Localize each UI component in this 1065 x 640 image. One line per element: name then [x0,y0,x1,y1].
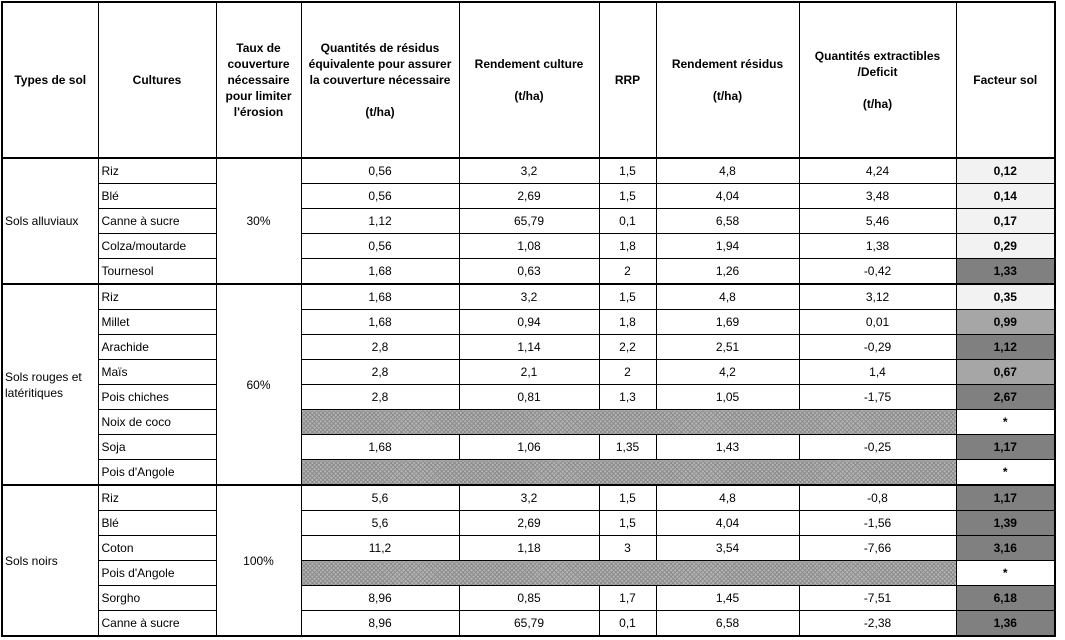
soil-factor-cell: 0,17 [956,209,1055,234]
header-crop-yield-label: Rendement culture [474,57,584,71]
rrp-cell: 3 [599,536,656,561]
extractable-cell: -7,51 [799,586,956,611]
residue-yield-cell: 2,51 [656,335,799,360]
soil-factor-cell: 0,35 [956,284,1055,310]
header-soil-type: Types de sol [2,2,98,158]
crop-yield-cell: 65,79 [459,611,599,637]
rrp-cell: 1,5 [599,485,656,511]
residue-yield-cell: 1,69 [656,310,799,335]
residue-yield-cell: 4,04 [656,511,799,536]
soil-factor-cell: 0,14 [956,184,1055,209]
rrp-cell: 2,2 [599,335,656,360]
extractable-cell: 3,48 [799,184,956,209]
crop-yield-cell: 0,81 [459,385,599,410]
table-row [2,561,1055,586]
header-crop-yield-unit: (t/ha) [514,89,544,103]
rrp-cell: 1,5 [599,284,656,310]
extractable-cell: 0,01 [799,310,956,335]
rrp-cell: 0,1 [599,611,656,637]
crop-yield-cell: 1,18 [459,536,599,561]
soil-factor-cell: 6,18 [956,586,1055,611]
residue-needed-cell: 0,56 [301,158,459,184]
crop-cell: Coton [98,536,216,561]
residue-needed-cell: 8,96 [301,586,459,611]
table-row [2,284,1055,310]
missing-data-cell [301,561,956,586]
crop-cell: Noix de coco [98,410,216,435]
residue-needed-cell: 2,8 [301,360,459,385]
table-row [2,460,1055,486]
soil-factor-cell: 1,39 [956,511,1055,536]
coverage-rate-cell: 100% [216,485,301,636]
residue-yield-cell: 1,26 [656,259,799,285]
crop-cell: Canne à sucre [98,209,216,234]
crop-yield-cell: 0,63 [459,259,599,285]
extractable-cell: -2,38 [799,611,956,637]
table-row [2,209,1055,234]
crop-cell: Pois d'Angole [98,460,216,486]
extractable-cell: -0,29 [799,335,956,360]
soil-factor-cell: 0,12 [956,158,1055,184]
rrp-cell: 1,5 [599,184,656,209]
residue-needed-cell: 1,68 [301,310,459,335]
residue-yield-cell: 3,54 [656,536,799,561]
extractable-cell: -7,66 [799,536,956,561]
table-row [2,310,1055,335]
extractable-cell: -0,42 [799,259,956,285]
residue-table [1,1,1056,637]
missing-data-cell [301,460,956,486]
header-residue-yield [656,2,799,158]
table-row [2,485,1055,511]
crop-yield-cell: 1,14 [459,335,599,360]
soil-factor-cell: 3,16 [956,536,1055,561]
header-residue-yield-unit: (t/ha) [712,89,743,103]
residue-yield-cell: 6,58 [656,209,799,234]
coverage-rate-cell: 30% [216,158,301,284]
table-row [2,385,1055,410]
soil-factor-cell: 1,17 [956,435,1055,460]
residue-yield-cell: 6,58 [656,611,799,637]
table-row [2,234,1055,259]
crop-yield-cell: 65,79 [459,209,599,234]
header-crop-yield [459,2,599,158]
residue-needed-cell: 0,56 [301,184,459,209]
crop-cell: Pois d'Angole [98,561,216,586]
rrp-cell: 0,1 [599,209,656,234]
crop-cell: Canne à sucre [98,611,216,637]
extractable-cell: -0,8 [799,485,956,511]
crop-cell: Pois chiches [98,385,216,410]
residue-yield-cell: 4,8 [656,284,799,310]
residue-yield-cell: 4,8 [656,158,799,184]
residue-needed-cell: 1,68 [301,259,459,285]
missing-data-cell [301,410,956,435]
residue-needed-cell: 5,6 [301,485,459,511]
residue-needed-cell: 1,12 [301,209,459,234]
crop-cell: Soja [98,435,216,460]
table-row [2,158,1055,184]
header-extractable-unit: (t/ha) [862,97,893,111]
crop-cell: Blé [98,184,216,209]
crop-yield-cell: 0,94 [459,310,599,335]
soil-factor-cell: 0,67 [956,360,1055,385]
residue-needed-cell: 8,96 [301,611,459,637]
residue-needed-cell: 5,6 [301,511,459,536]
extractable-cell: -1,56 [799,511,956,536]
residue-yield-cell: 1,94 [656,234,799,259]
header-residue-needed-label: Quantités de résidus équivalente pour assurer la couverture nécessaire [308,41,452,87]
table-row [2,259,1055,285]
table-row [2,184,1055,209]
residue-yield-cell: 4,8 [656,485,799,511]
soil-factor-cell: * [956,460,1055,486]
extractable-cell: -1,75 [799,385,956,410]
residue-yield-cell: 1,05 [656,385,799,410]
crop-yield-cell: 1,06 [459,435,599,460]
table-row [2,536,1055,561]
residue-yield-cell: 4,2 [656,360,799,385]
extractable-cell: 4,24 [799,158,956,184]
residue-needed-cell: 2,8 [301,335,459,360]
crop-cell: Arachide [98,335,216,360]
crop-cell: Millet [98,310,216,335]
table-row [2,586,1055,611]
header-residue-needed-unit: (t/ha) [365,105,395,119]
rrp-cell: 1,5 [599,511,656,536]
header-soil-factor: Facteur sol [956,2,1055,158]
residue-needed-cell: 1,68 [301,284,459,310]
extractable-cell: 1,38 [799,234,956,259]
soil-factor-cell: 2,67 [956,385,1055,410]
soil-factor-cell: 1,33 [956,259,1055,285]
crop-cell: Riz [98,485,216,511]
crop-cell: Maïs [98,360,216,385]
crop-cell: Sorgho [98,586,216,611]
table-row [2,435,1055,460]
header-crops: Cultures [98,2,216,158]
table-row [2,410,1055,435]
rrp-cell: 1,8 [599,310,656,335]
crop-cell: Tournesol [98,259,216,285]
residue-yield-cell: 4,04 [656,184,799,209]
residue-needed-cell: 2,8 [301,385,459,410]
soil-factor-cell: 0,99 [956,310,1055,335]
crop-cell: Riz [98,158,216,184]
soil-factor-cell: 1,17 [956,485,1055,511]
rrp-cell: 2 [599,360,656,385]
rrp-cell: 1,8 [599,234,656,259]
crop-yield-cell: 2,1 [459,360,599,385]
table-row [2,360,1055,385]
crop-yield-cell: 3,2 [459,485,599,511]
table-row [2,335,1055,360]
header-residue-yield-label: Rendement résidus [671,57,784,71]
crop-cell: Blé [98,511,216,536]
soil-type-cell: Sols rouges et latéritiques [2,284,98,485]
table-row [2,611,1055,637]
table-row [2,511,1055,536]
crop-yield-cell: 1,08 [459,234,599,259]
crop-yield-cell: 2,69 [459,511,599,536]
header-rrp: RRP [599,2,656,158]
crop-yield-cell: 3,2 [459,284,599,310]
header-coverage-rate: Taux de couverture nécessaire pour limiter l'érosion [216,2,301,158]
crop-yield-cell: 3,2 [459,158,599,184]
residue-needed-cell: 1,68 [301,435,459,460]
soil-type-cell: Sols noirs [2,485,98,636]
header-row [2,2,1055,158]
extractable-cell: 3,12 [799,284,956,310]
extractable-cell: 1,4 [799,360,956,385]
header-extractable [799,2,956,158]
soil-type-cell: Sols alluviaux [2,158,98,284]
rrp-cell: 1,5 [599,158,656,184]
residue-needed-cell: 0,56 [301,234,459,259]
rrp-cell: 1,7 [599,586,656,611]
header-extractable-label: Quantités extractibles /Deficit [814,49,941,79]
residue-yield-cell: 1,45 [656,586,799,611]
rrp-cell: 1,3 [599,385,656,410]
extractable-cell: -0,25 [799,435,956,460]
soil-factor-cell: 0,29 [956,234,1055,259]
rrp-cell: 2 [599,259,656,285]
residue-yield-cell: 1,43 [656,435,799,460]
residue-needed-cell: 11,2 [301,536,459,561]
soil-factor-cell: 1,12 [956,335,1055,360]
table-body [2,158,1055,636]
soil-factor-cell: * [956,561,1055,586]
crop-yield-cell: 0,85 [459,586,599,611]
extractable-cell: 5,46 [799,209,956,234]
crop-cell: Colza/moutarde [98,234,216,259]
crop-yield-cell: 2,69 [459,184,599,209]
crop-cell: Riz [98,284,216,310]
soil-factor-cell: 1,36 [956,611,1055,637]
coverage-rate-cell: 60% [216,284,301,485]
soil-factor-cell: * [956,410,1055,435]
rrp-cell: 1,35 [599,435,656,460]
header-residue-needed [301,2,459,158]
